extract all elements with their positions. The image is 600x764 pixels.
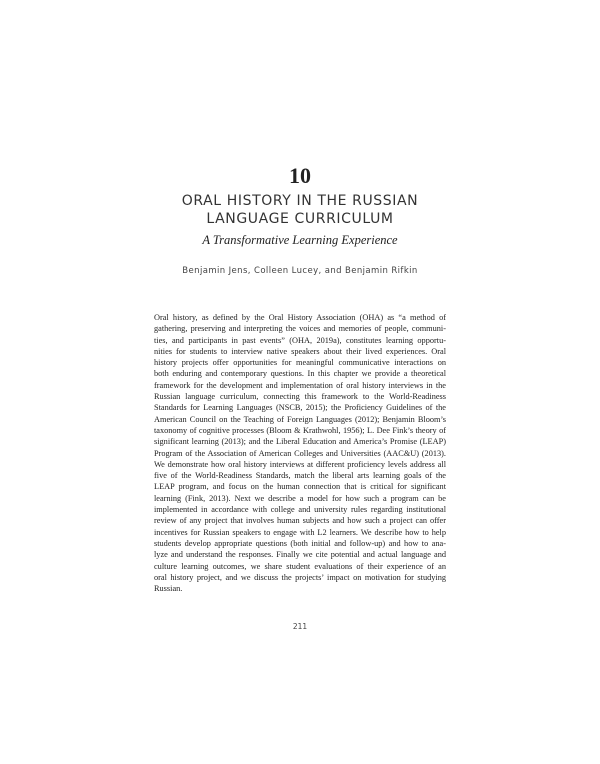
abstract-line: ties, and participants in past events” (OHA, 2019a), constitutes learning opportu- [154, 335, 446, 345]
abstract-line: gathering, preserving and interpreting the voices and memories of people, communi- [154, 324, 446, 334]
chapter-abstract [154, 312, 446, 594]
abstract-line: Oral history, as defined by the Oral History Association (OHA) as “a method of [154, 313, 446, 322]
abstract-line: We demonstrate how oral history interviews at different proficiency levels address all [154, 459, 446, 469]
abstract-line: significant learning (2013); and the Liberal Education and America’s Promise (LEAP) [154, 437, 446, 447]
abstract-line: both enduring and contemporary questions. In this chapter we provide a theoretical [154, 369, 446, 379]
abstract-line: review of any project that involves human subjects and how such a project can offer [154, 516, 446, 526]
abstract-line: implemented in accordance with college and university rules regarding institutional [154, 505, 446, 515]
chapter-number: 10 [289, 163, 311, 188]
chapter-title-line-1: ORAL HISTORY IN THE RUSSIAN [181, 193, 419, 209]
abstract-line: culture learning outcomes, we share student evaluations of their experience of an [154, 561, 446, 571]
chapter-authors: Benjamin Jens, Colleen Lucey, and Benjamin Rifkin [182, 266, 418, 276]
abstract-line: American Council on the Teaching of Foreign Languages (2012); Benjamin Bloom’s [154, 414, 446, 424]
chapter-subtitle: A Transformative Learning Experience [202, 233, 398, 247]
abstract-line: learning (Fink, 2013). Next we describe a model for how such a program can be [154, 493, 446, 503]
chapter-title [0, 192, 600, 228]
abstract-line: lyze and understand the responses. Finally we cite potential and actual language and [154, 550, 446, 560]
abstract-line: framework for the development and implementation of oral history interviews in the [154, 380, 446, 390]
abstract-line: incentives for Russian speakers to engage with L2 learners. We describe how to help [154, 527, 446, 537]
abstract-line: Standards for Learning Languages (NSCB, 2015); the Proficiency Guidelines of the [154, 403, 446, 413]
chapter-title-line-2: LANGUAGE CURRICULUM [206, 211, 394, 227]
abstract-line: Program of the Association of American Colleges and Universities (AAC&U) (2013). [154, 448, 446, 458]
abstract-line: students develop appropriate questions (both initial and follow-up) and how to ana- [154, 538, 446, 548]
abstract-line: Russian language curriculum, connecting this framework to the World-Readiness [154, 392, 446, 402]
abstract-line: nities for students to interview native speakers about their lived experiences. Oral [154, 346, 446, 356]
abstract-line: oral history project, and we discuss the projects’ impact on motivation for studying [154, 572, 446, 582]
abstract-line: Russian. [154, 584, 183, 594]
abstract-line: LEAP program, and focus on the human connection that is critical for significant [154, 482, 446, 492]
abstract-line: history projects offer opportunities for meaningful communicative interactions on [154, 358, 446, 368]
abstract-line: taxonomy of cognitive processes (Bloom & Krathwohl, 1956); L. Dee Fink’s theory of [154, 425, 446, 435]
abstract-line: five of the World-Readiness Standards, match the liberal arts learning goals of the [154, 471, 446, 481]
page-number: 211 [292, 622, 308, 631]
